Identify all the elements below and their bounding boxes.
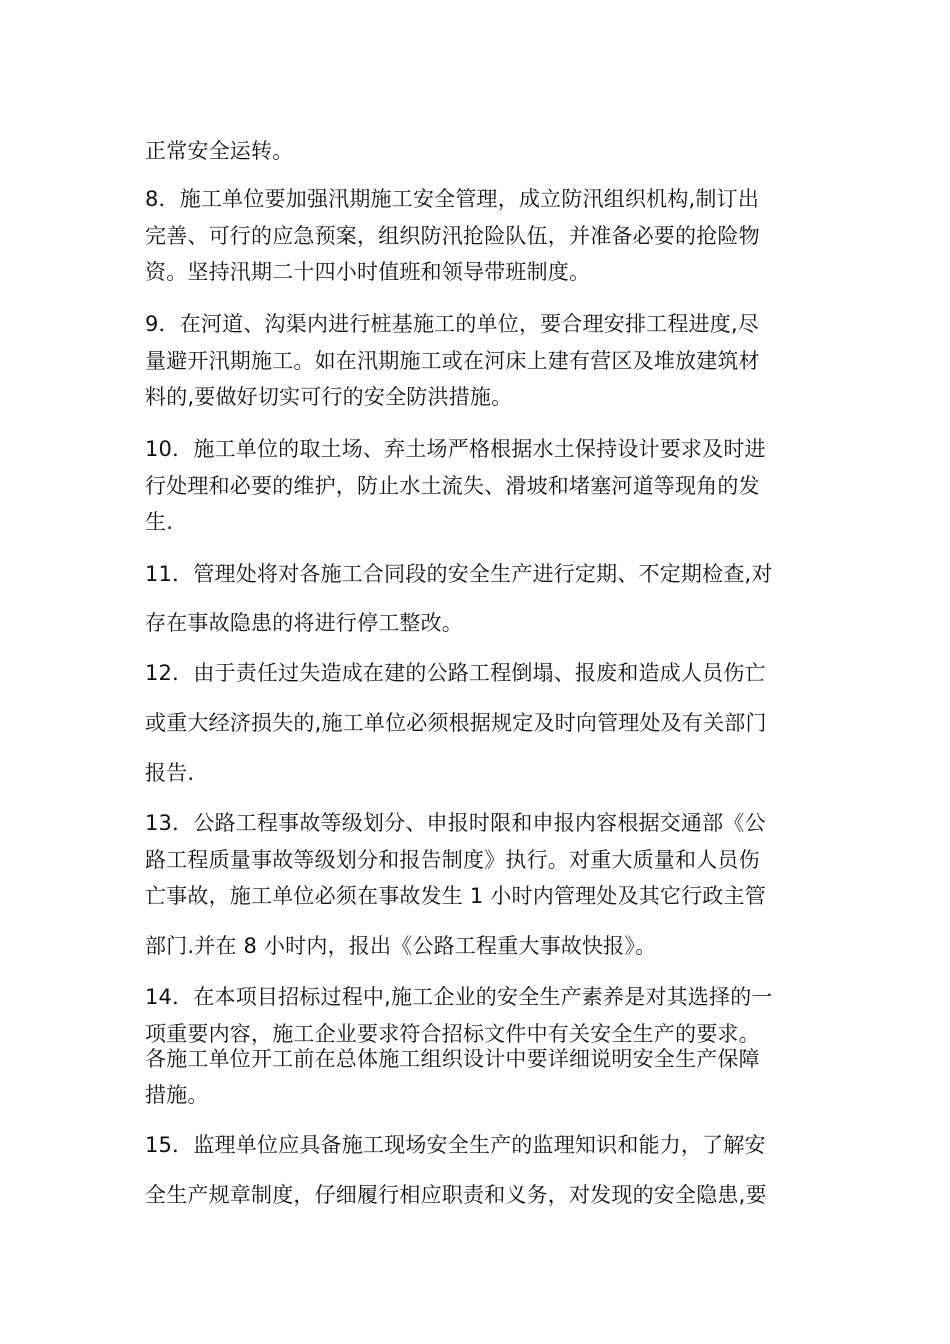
text-line: 量避开汛期施工。如在汛期施工或在河床上建有营区及堆放建筑材: [145, 349, 760, 373]
text-line: 生.: [145, 510, 174, 534]
text-line: 13．公路工程事故等级划分、申报时限和申报内容根据交通部《公: [145, 811, 766, 835]
text-line: 或重大经济损失的,施工单位必须根据规定及时向管理处及有关部门: [145, 711, 767, 735]
text-line: 各施工单位开工前在总体施工组织设计中要详细说明安全生产保障: [145, 1047, 760, 1071]
text-line: 亡事故，施工单位必须在事故发生 1 小时内管理处及其它行政主管: [145, 884, 766, 908]
text-line: 路工程质量事故等级划分和报告制度》执行。对重大质量和人员伤: [145, 848, 760, 872]
text-line: 全生产规章制度，仔细履行相应职责和义务，对发现的安全隐患,要: [145, 1183, 767, 1207]
text-line: 存在事故隐患的将进行停工整改。: [145, 611, 463, 635]
text-line: 行处理和必要的维护，防止水土流失、滑坡和堵塞河道等现角的发: [145, 474, 760, 498]
text-line: 资。坚持汛期二十四小时值班和领导带班制度。: [145, 260, 591, 284]
text-line: 14．在本项目招标过程中,施工企业的安全生产素养是对其选择的一: [145, 985, 773, 1009]
text-line: 10．施工单位的取土场、弃土场严格根据水土保持设计要求及时进: [145, 437, 766, 461]
text-line: 15．监理单位应具备施工现场安全生产的监理知识和能力，了解安: [145, 1133, 766, 1157]
text-line: 项重要内容，施工企业要求符合招标文件中有关安全生产的要求。: [145, 1022, 760, 1046]
text-line: 部门.并在 8 小时内，报出《公路工程重大事故快报》。: [145, 934, 657, 958]
text-line: 9．在河道、沟渠内进行桩基施工的单位，要合理安排工程进度,尽: [145, 312, 760, 336]
text-line: 措施。: [145, 1083, 209, 1107]
text-line: 报告.: [145, 761, 195, 785]
text-line: 12．由于责任过失造成在建的公路工程倒塌、报废和造成人员伤亡: [145, 661, 766, 685]
text-line: 完善、可行的应急预案，组织防汛抢险队伍，并准备必要的抢险物: [145, 224, 760, 248]
text-line: 料的,要做好切实可行的安全防洪措施。: [145, 385, 513, 409]
text-line: 8．施工单位要加强汛期施工安全管理，成立防汛组织机构,制订出: [145, 187, 760, 211]
text-line: 11．管理处将对各施工合同段的安全生产进行定期、不定期检查,对: [145, 562, 773, 586]
text-line: 正常安全运转。: [145, 139, 294, 163]
